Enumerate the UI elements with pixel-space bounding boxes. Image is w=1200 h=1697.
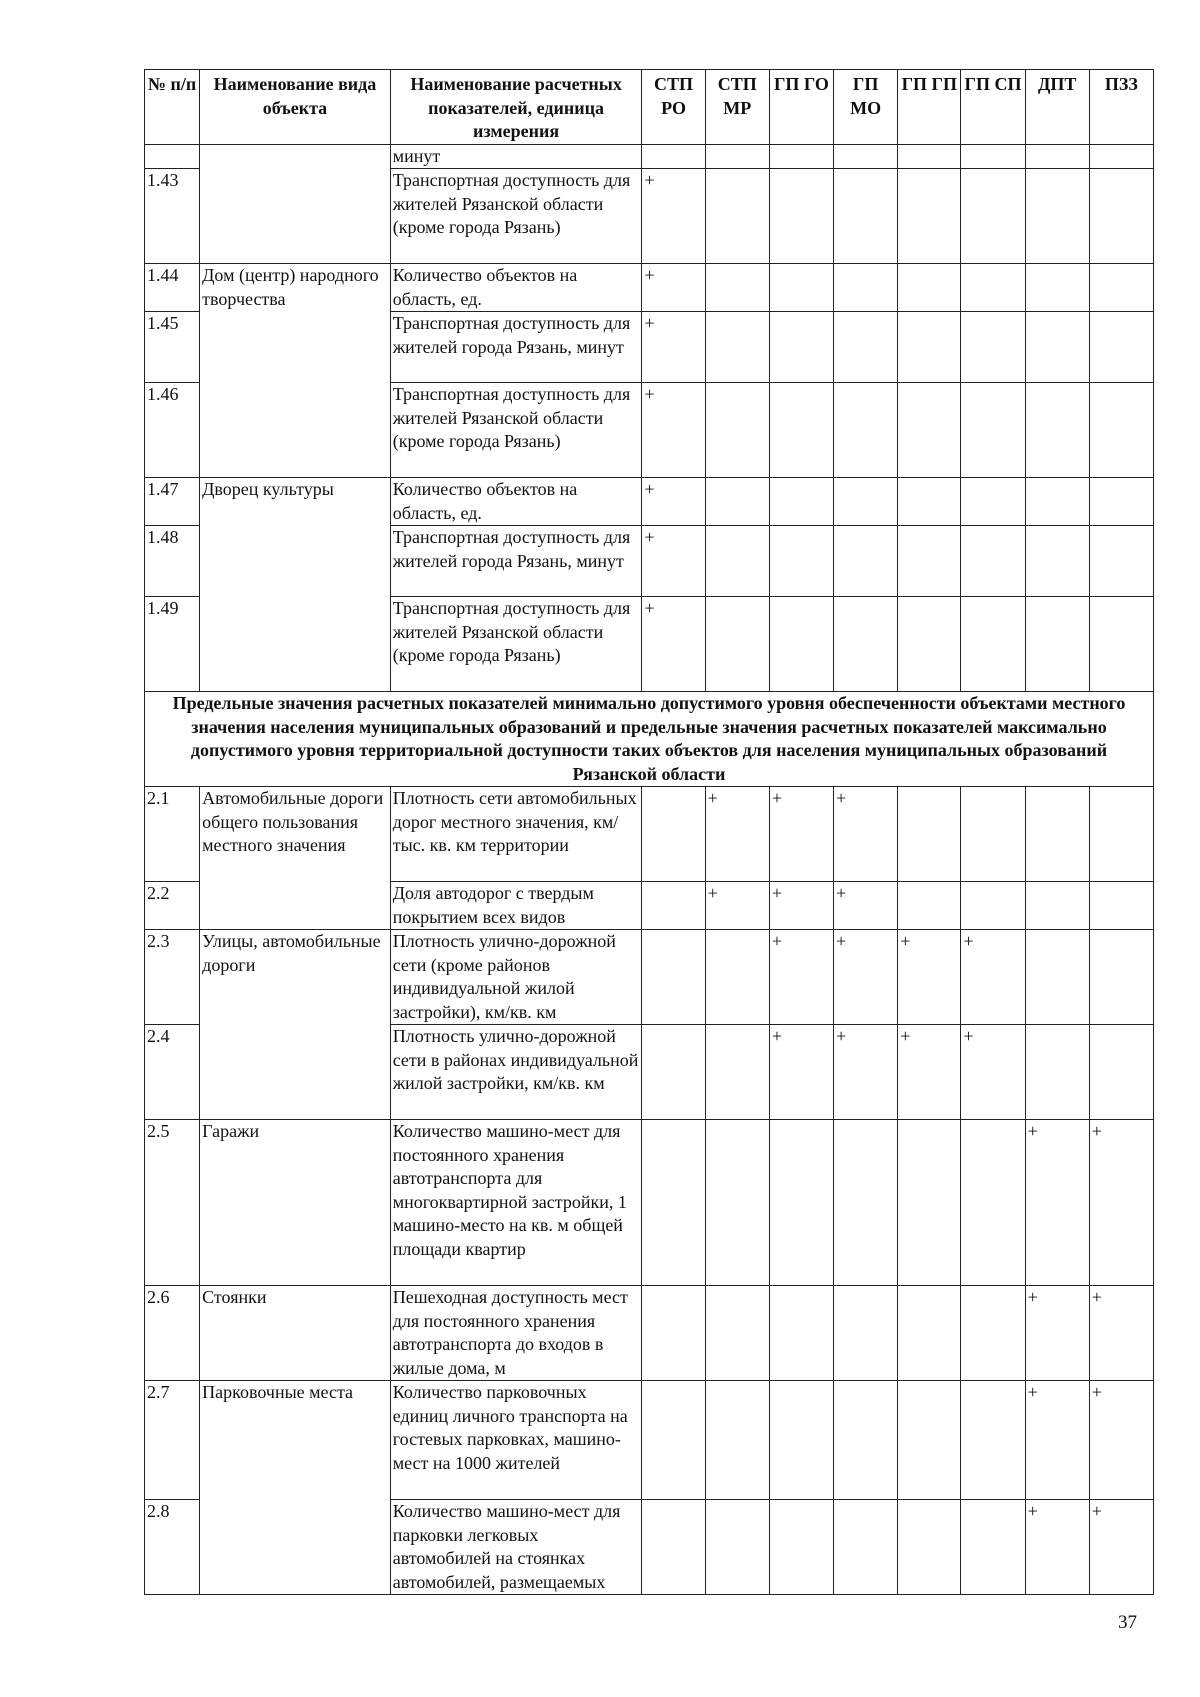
mark-gp-mo xyxy=(834,264,898,312)
mark-gp-go xyxy=(769,1500,833,1595)
indicator-text: Транспортная доступность для жителей города Рязань, минут xyxy=(390,526,642,597)
mark-gp-go: + xyxy=(769,882,833,930)
object-type xyxy=(200,144,391,264)
object-type: Гаражи xyxy=(200,1120,391,1286)
mark-stp-mr xyxy=(705,264,769,312)
row-number: 2.7 xyxy=(145,1381,200,1500)
mark-gp-mo xyxy=(834,526,898,597)
header-gp-mo: ГП МО xyxy=(834,70,898,145)
mark-gp-sp xyxy=(961,1120,1025,1286)
table-row xyxy=(145,144,1154,169)
mark-pzz: + xyxy=(1089,1120,1153,1286)
mark-gp-mo xyxy=(834,383,898,478)
mark-pzz xyxy=(1089,1025,1153,1120)
header-pzz: ПЗЗ xyxy=(1089,70,1153,145)
mark-stp-ro: + xyxy=(642,478,705,526)
mark-gp-go xyxy=(769,597,833,692)
mark-stp-mr xyxy=(705,312,769,383)
indicator-text: Плотность улично-дорожной сети в районах индивидуальной жилой застройки, км/кв. км xyxy=(390,1025,642,1120)
mark-pzz xyxy=(1089,930,1153,1025)
mark-gp-sp xyxy=(961,1286,1025,1381)
mark-dpt xyxy=(1025,787,1089,882)
mark-gp-mo: + xyxy=(834,930,898,1025)
mark-stp-ro xyxy=(642,1025,705,1120)
mark-stp-mr: + xyxy=(705,882,769,930)
mark-stp-ro xyxy=(642,1500,705,1595)
mark-stp-mr xyxy=(705,1500,769,1595)
mark-gp-gp xyxy=(898,169,961,264)
mark-gp-go xyxy=(769,526,833,597)
table-row xyxy=(145,264,1154,312)
row-number xyxy=(145,144,200,169)
object-type: Парковочные места xyxy=(200,1381,391,1595)
table-row xyxy=(145,478,1154,526)
mark-pzz xyxy=(1089,312,1153,383)
mark-stp-ro: + xyxy=(642,264,705,312)
mark-gp-go xyxy=(769,383,833,478)
row-number: 1.45 xyxy=(145,312,200,383)
mark-dpt xyxy=(1025,597,1089,692)
mark-gp-sp xyxy=(961,383,1025,478)
mark-stp-ro xyxy=(642,787,705,882)
mark-stp-mr xyxy=(705,478,769,526)
row-number: 1.47 xyxy=(145,478,200,526)
mark-dpt xyxy=(1025,882,1089,930)
mark-pzz xyxy=(1089,264,1153,312)
mark-dpt xyxy=(1025,383,1089,478)
row-number: 2.8 xyxy=(145,1500,200,1595)
mark-stp-mr xyxy=(705,169,769,264)
indicator-text: Количество объектов на область, ед. xyxy=(390,478,642,526)
table-row xyxy=(145,1381,1154,1500)
mark-gp-gp xyxy=(898,1500,961,1595)
indicator-text: Количество машино-мест для постоянного хранения автотранспорта для многоквартирной застройки, 1 машино-место на кв. м общей площади квартир xyxy=(390,1120,642,1286)
mark-gp-sp xyxy=(961,1500,1025,1595)
mark-gp-go: + xyxy=(769,787,833,882)
mark-dpt: + xyxy=(1025,1120,1089,1286)
mark-gp-gp xyxy=(898,264,961,312)
indicator-text: Транспортная доступность для жителей Рязанской области (кроме города Рязань) xyxy=(390,597,642,692)
header-gp-go: ГП ГО xyxy=(769,70,833,145)
mark-pzz: + xyxy=(1089,1381,1153,1500)
mark-gp-sp xyxy=(961,169,1025,264)
mark-stp-ro xyxy=(642,1381,705,1500)
indicator-text: Количество машино-мест для парковки легковых автомобилей на стоянках автомобилей, размещаемых xyxy=(390,1500,642,1595)
mark-gp-go xyxy=(769,169,833,264)
header-indicator: Наименование расчетных показателей, единица измерения xyxy=(390,70,642,145)
mark-gp-mo xyxy=(834,312,898,383)
object-type: Стоянки xyxy=(200,1286,391,1381)
mark-stp-ro: + xyxy=(642,312,705,383)
table-row xyxy=(145,930,1154,1025)
mark-stp-mr: + xyxy=(705,787,769,882)
mark-stp-ro xyxy=(642,930,705,1025)
mark-gp-sp xyxy=(961,1381,1025,1500)
mark-pzz xyxy=(1089,597,1153,692)
indicator-text: Плотность улично-дорожной сети (кроме районов индивидуальной жилой застройки), км/кв. км xyxy=(390,930,642,1025)
mark-gp-go xyxy=(769,1286,833,1381)
mark-gp-gp xyxy=(898,1381,961,1500)
object-type: Дворец культуры xyxy=(200,478,391,692)
row-number: 2.3 xyxy=(145,930,200,1025)
mark-stp-mr xyxy=(705,526,769,597)
section-heading-row xyxy=(145,692,1154,787)
mark-gp-go xyxy=(769,312,833,383)
header-stp-ro: СТП РО xyxy=(642,70,705,145)
row-number: 1.44 xyxy=(145,264,200,312)
row-number: 1.49 xyxy=(145,597,200,692)
header-gp-sp: ГП СП xyxy=(961,70,1025,145)
mark-stp-ro xyxy=(642,1286,705,1381)
mark-dpt xyxy=(1025,478,1089,526)
mark-gp-mo xyxy=(834,597,898,692)
mark-stp-ro: + xyxy=(642,597,705,692)
planning-indicators-table xyxy=(144,69,1154,1595)
mark-gp-gp xyxy=(898,1120,961,1286)
mark-stp-ro: + xyxy=(642,383,705,478)
mark-gp-gp: + xyxy=(898,930,961,1025)
row-number: 2.1 xyxy=(145,787,200,882)
header-number: № п/п xyxy=(145,70,200,145)
mark-dpt xyxy=(1025,169,1089,264)
row-number: 2.5 xyxy=(145,1120,200,1286)
mark-dpt xyxy=(1025,1025,1089,1120)
indicator-text: Количество объектов на область, ед. xyxy=(390,264,642,312)
indicator-text: Плотность сети автомобильных дорог местного значения, км/тыс. кв. км территории xyxy=(390,787,642,882)
mark-gp-mo xyxy=(834,478,898,526)
mark-gp-mo: + xyxy=(834,787,898,882)
mark-gp-mo xyxy=(834,169,898,264)
mark-gp-sp xyxy=(961,312,1025,383)
row-number: 1.43 xyxy=(145,169,200,264)
mark-gp-sp xyxy=(961,264,1025,312)
mark-gp-sp xyxy=(961,478,1025,526)
object-type: Дом (центр) народного творчества xyxy=(200,264,391,478)
mark-pzz: + xyxy=(1089,1286,1153,1381)
mark-pzz xyxy=(1089,526,1153,597)
mark-pzz xyxy=(1089,882,1153,930)
mark-pzz xyxy=(1089,478,1153,526)
mark-stp-mr xyxy=(705,597,769,692)
mark-gp-gp xyxy=(898,478,961,526)
mark-gp-mo xyxy=(834,1286,898,1381)
mark-gp-gp xyxy=(898,597,961,692)
mark-pzz xyxy=(1089,787,1153,882)
mark-gp-go xyxy=(769,1120,833,1286)
mark-stp-mr xyxy=(705,383,769,478)
mark-gp-sp xyxy=(961,526,1025,597)
mark-dpt xyxy=(1025,526,1089,597)
object-type: Автомобильные дороги общего пользования местного значения xyxy=(200,787,391,930)
mark-gp-sp: + xyxy=(961,1025,1025,1120)
mark-stp-ro: + xyxy=(642,169,705,264)
mark-gp-mo xyxy=(834,1120,898,1286)
mark-gp-sp: + xyxy=(961,930,1025,1025)
indicator-text: Транспортная доступность для жителей города Рязань, минут xyxy=(390,312,642,383)
mark-gp-gp: + xyxy=(898,1025,961,1120)
mark-gp-gp xyxy=(898,383,961,478)
mark-dpt xyxy=(1025,930,1089,1025)
mark-gp-go xyxy=(769,478,833,526)
mark-gp-gp xyxy=(898,787,961,882)
page-number: 37 xyxy=(1118,1612,1137,1633)
mark-gp-mo: + xyxy=(834,1025,898,1120)
mark-gp-mo xyxy=(834,1500,898,1595)
mark-dpt: + xyxy=(1025,1500,1089,1595)
indicator-text: Транспортная доступность для жителей Рязанской области (кроме города Рязань) xyxy=(390,383,642,478)
mark-gp-gp xyxy=(898,1286,961,1381)
row-number: 1.48 xyxy=(145,526,200,597)
header-dpt: ДПТ xyxy=(1025,70,1089,145)
row-number: 2.4 xyxy=(145,1025,200,1120)
mark-gp-mo xyxy=(834,1381,898,1500)
row-number: 2.2 xyxy=(145,882,200,930)
header-gp-gp: ГП ГП xyxy=(898,70,961,145)
header-row xyxy=(145,70,1154,145)
mark-stp-mr xyxy=(705,1381,769,1500)
mark-dpt: + xyxy=(1025,1286,1089,1381)
mark-dpt xyxy=(1025,264,1089,312)
mark-stp-mr xyxy=(705,1286,769,1381)
row-number: 1.46 xyxy=(145,383,200,478)
mark-pzz xyxy=(1089,169,1153,264)
mark-dpt xyxy=(1025,312,1089,383)
mark-stp-ro xyxy=(642,882,705,930)
indicator-text: Пешеходная доступность мест для постоянного хранения автотранспорта до входов в жилые дома, м xyxy=(390,1286,642,1381)
mark-pzz xyxy=(1089,383,1153,478)
object-type: Улицы, автомобильные дороги xyxy=(200,930,391,1120)
section-heading: Предельные значения расчетных показателей минимально допустимого уровня обеспеченности объектами местного значения населения муниципальных образований и предельные значения расчетных показателей максимально допустимого уровня территориальной доступности таких объектов для населения муниципальных образований Рязанской области xyxy=(145,692,1154,787)
mark-gp-gp xyxy=(898,526,961,597)
header-object-type: Наименование вида объекта xyxy=(200,70,391,145)
indicator-text: Доля автодорог с твердым покрытием всех видов xyxy=(390,882,642,930)
mark-gp-gp xyxy=(898,312,961,383)
mark-gp-go xyxy=(769,1381,833,1500)
mark-stp-mr xyxy=(705,1025,769,1120)
indicator-text: минут xyxy=(390,144,642,169)
mark-pzz: + xyxy=(1089,1500,1153,1595)
indicator-text: Транспортная доступность для жителей Рязанской области (кроме города Рязань) xyxy=(390,169,642,264)
mark-gp-go: + xyxy=(769,1025,833,1120)
table-row xyxy=(145,1286,1154,1381)
row-number: 2.6 xyxy=(145,1286,200,1381)
mark-stp-mr xyxy=(705,930,769,1025)
mark-gp-sp xyxy=(961,597,1025,692)
mark-stp-ro xyxy=(642,1120,705,1286)
mark-gp-sp xyxy=(961,787,1025,882)
indicator-text: Количество парковочных единиц личного транспорта на гостевых парковках, машино-мест на 1000 жителей xyxy=(390,1381,642,1500)
mark-dpt: + xyxy=(1025,1381,1089,1500)
mark-gp-mo: + xyxy=(834,882,898,930)
table-row xyxy=(145,787,1154,882)
mark-gp-sp xyxy=(961,882,1025,930)
mark-gp-go: + xyxy=(769,930,833,1025)
mark-stp-ro: + xyxy=(642,526,705,597)
table-row xyxy=(145,1120,1154,1286)
header-stp-mr: СТП МР xyxy=(705,70,769,145)
mark-gp-gp xyxy=(898,882,961,930)
mark-gp-go xyxy=(769,264,833,312)
mark-stp-mr xyxy=(705,1120,769,1286)
